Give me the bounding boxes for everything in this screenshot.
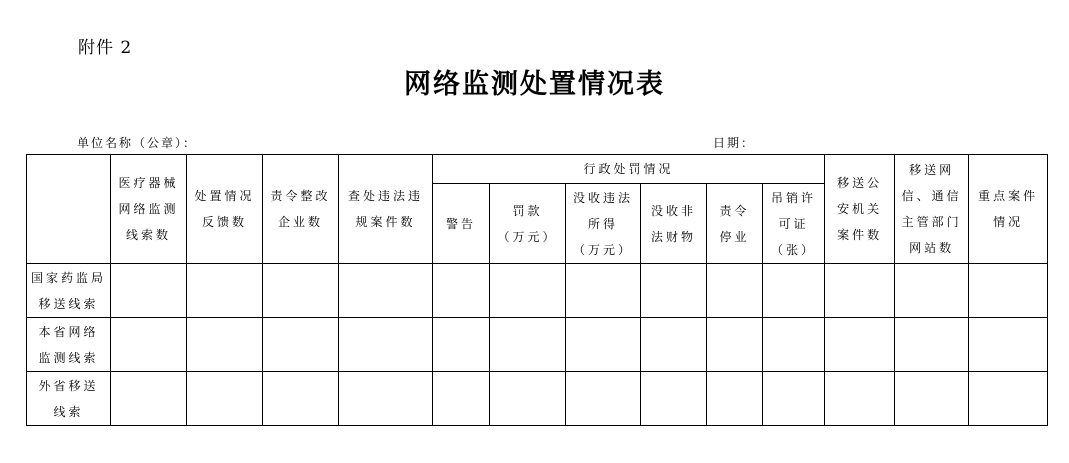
data-cell[interactable] bbox=[263, 372, 339, 426]
data-cell[interactable] bbox=[641, 264, 707, 318]
data-cell[interactable] bbox=[433, 372, 490, 426]
cell-text-line: 安机关 bbox=[837, 202, 883, 216]
data-cell[interactable] bbox=[490, 318, 566, 372]
cell-text-line: 企业数 bbox=[277, 215, 323, 229]
cell-text-line: 警告 bbox=[445, 216, 476, 231]
cell-text-line: 责令整改 bbox=[270, 189, 331, 203]
cell-text-line: 可证 bbox=[778, 216, 809, 231]
cell-text-line: 法财物 bbox=[650, 229, 696, 244]
cell-text-line: 停业 bbox=[719, 229, 750, 244]
data-cell[interactable] bbox=[969, 318, 1048, 372]
header-warning bbox=[433, 184, 490, 264]
data-cell[interactable] bbox=[707, 318, 763, 372]
header-suspend bbox=[707, 184, 763, 264]
cell-text-line: 移送公 bbox=[837, 176, 883, 190]
data-cell[interactable] bbox=[433, 264, 490, 318]
data-cell[interactable] bbox=[339, 372, 433, 426]
date-label: 日期： bbox=[713, 136, 756, 150]
header-confiscate-property bbox=[641, 184, 707, 264]
data-cell[interactable] bbox=[895, 318, 969, 372]
cell-text-line: 吊销许 bbox=[771, 190, 817, 205]
data-cell[interactable] bbox=[641, 318, 707, 372]
row-label bbox=[27, 264, 111, 318]
header-violation-cases bbox=[339, 155, 433, 264]
row-label bbox=[27, 318, 111, 372]
data-cell[interactable] bbox=[263, 318, 339, 372]
cell-text-line: 国家药监局 bbox=[30, 270, 106, 285]
data-cell[interactable] bbox=[339, 264, 433, 318]
unit-name-label: 单位名称（公章）： bbox=[77, 136, 198, 150]
row-label bbox=[27, 372, 111, 426]
cell-text-line: 线索数 bbox=[125, 228, 171, 242]
data-cell[interactable] bbox=[641, 372, 707, 426]
header-telecom-transfer bbox=[895, 155, 969, 264]
data-cell[interactable] bbox=[433, 318, 490, 372]
cell-text-line: 主管部门 bbox=[901, 215, 962, 229]
data-cell[interactable] bbox=[763, 318, 825, 372]
data-cell[interactable] bbox=[895, 264, 969, 318]
data-cell[interactable] bbox=[825, 318, 895, 372]
data-cell[interactable] bbox=[707, 372, 763, 426]
corner-header-cell bbox=[27, 155, 111, 264]
cell-text-line: 情况 bbox=[993, 215, 1024, 229]
data-cell[interactable] bbox=[707, 264, 763, 318]
cell-text-line: 处置情况 bbox=[194, 189, 255, 203]
data-cell[interactable] bbox=[187, 372, 263, 426]
cell-text-line: 本省网络 bbox=[38, 324, 99, 339]
cell-text-line: 没收违法 bbox=[572, 190, 633, 205]
data-cell[interactable] bbox=[490, 264, 566, 318]
data-cell[interactable] bbox=[566, 318, 641, 372]
cell-text-line: （万元） bbox=[572, 242, 633, 257]
data-cell[interactable] bbox=[566, 264, 641, 318]
cell-text-line: 线索 bbox=[53, 404, 84, 419]
header-revoke-license bbox=[763, 184, 825, 264]
header-key-cases bbox=[969, 155, 1048, 264]
cell-text-line: 反馈数 bbox=[201, 215, 247, 229]
cell-text-line: 责令 bbox=[719, 203, 750, 218]
cell-text-line: 网站数 bbox=[909, 241, 955, 255]
disposal-table bbox=[26, 154, 1048, 426]
data-cell[interactable] bbox=[187, 318, 263, 372]
header-clue-count bbox=[111, 155, 187, 264]
data-cell[interactable] bbox=[895, 372, 969, 426]
table-row bbox=[27, 318, 1048, 372]
cell-text-line: 没收非 bbox=[650, 203, 696, 218]
cell-text-line: 规案件数 bbox=[355, 215, 416, 229]
data-cell[interactable] bbox=[763, 372, 825, 426]
table-row bbox=[27, 264, 1048, 318]
data-cell[interactable] bbox=[763, 264, 825, 318]
data-cell[interactable] bbox=[263, 264, 339, 318]
attachment-label: 附件 2 bbox=[78, 38, 133, 58]
data-cell[interactable] bbox=[566, 372, 641, 426]
data-cell[interactable] bbox=[111, 264, 187, 318]
cell-text-line: 重点案件 bbox=[978, 189, 1039, 203]
cell-text-line: 所得 bbox=[587, 216, 618, 231]
data-cell[interactable] bbox=[825, 264, 895, 318]
cell-text-line: 监测线索 bbox=[38, 350, 99, 365]
cell-text-line: 查处违法违 bbox=[347, 189, 423, 203]
data-cell[interactable] bbox=[187, 264, 263, 318]
cell-text-line: （张） bbox=[771, 242, 817, 257]
cell-text-line: 移送线索 bbox=[38, 296, 99, 311]
cell-text-line: 案件数 bbox=[837, 228, 883, 242]
data-cell[interactable] bbox=[969, 372, 1048, 426]
table-row bbox=[27, 372, 1048, 426]
header-confiscate-income bbox=[566, 184, 641, 264]
cell-text-line: 信、通信 bbox=[901, 189, 962, 203]
cell-text-line: 外省移送 bbox=[38, 378, 99, 393]
data-cell[interactable] bbox=[111, 318, 187, 372]
data-cell[interactable] bbox=[969, 264, 1048, 318]
data-cell[interactable] bbox=[111, 372, 187, 426]
header-rectify-count bbox=[263, 155, 339, 264]
page-title: 网络监测处置情况表 bbox=[404, 69, 665, 100]
data-cell[interactable] bbox=[339, 318, 433, 372]
cell-text-line: （万元） bbox=[497, 229, 558, 244]
cell-text-line: 移送网 bbox=[909, 163, 955, 177]
data-cell[interactable] bbox=[490, 372, 566, 426]
cell-text-line: 网络监测 bbox=[118, 202, 179, 216]
cell-text-line: 医疗器械 bbox=[118, 176, 179, 190]
header-penalty-group: 行政处罚情况 bbox=[433, 155, 825, 184]
data-cell[interactable] bbox=[825, 372, 895, 426]
header-fine bbox=[490, 184, 566, 264]
header-police-transfer bbox=[825, 155, 895, 264]
header-feedback-count bbox=[187, 155, 263, 264]
cell-text-line: 罚款 bbox=[512, 203, 543, 218]
